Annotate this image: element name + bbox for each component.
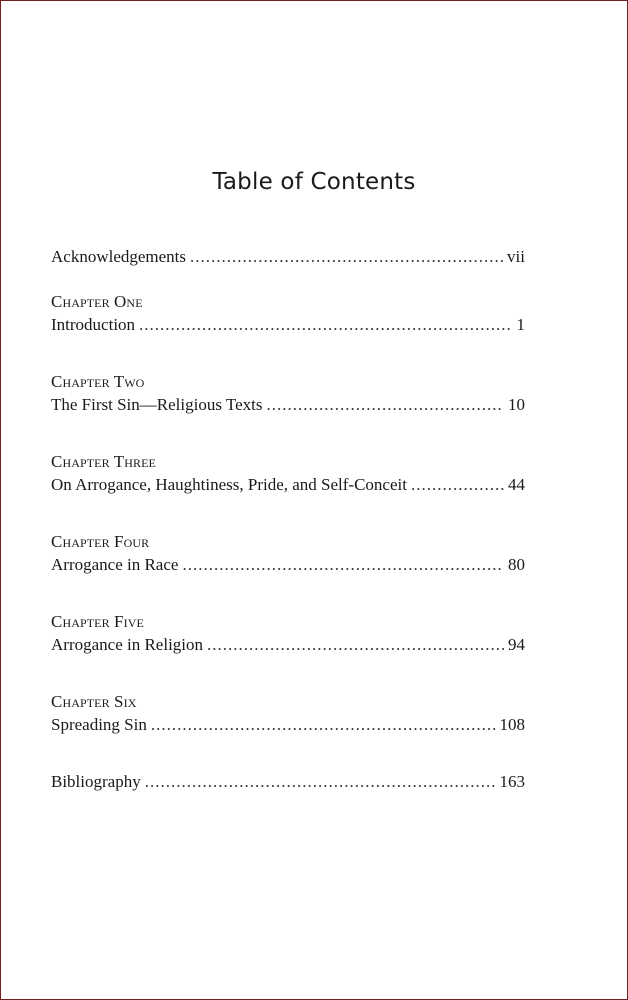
toc-entry-title: Acknowledgements <box>51 247 187 266</box>
toc-entry-line <box>51 553 525 576</box>
dot-leader <box>151 713 496 736</box>
toc-page-number: vii <box>507 247 525 266</box>
toc-entry-line <box>51 313 525 336</box>
toc-entry-title: Introduction <box>51 315 136 334</box>
chapter-label: Chapter Six <box>51 692 137 711</box>
toc-entry-chapter-one <box>51 290 525 336</box>
toc-entry-bibliography <box>51 770 525 793</box>
dot-leader <box>266 393 504 416</box>
toc-entry-title: The First Sin—Religious Texts <box>51 395 263 414</box>
chapter-label: Chapter Five <box>51 612 144 631</box>
toc-list <box>51 245 525 827</box>
toc-entry-chapter-five <box>51 610 525 656</box>
dot-leader <box>190 245 503 268</box>
dot-leader <box>207 633 504 656</box>
toc-page-number: 108 <box>499 715 525 734</box>
dot-leader <box>411 473 504 496</box>
toc-page-number: 1 <box>516 315 525 334</box>
toc-entry-title: Spreading Sin <box>51 715 147 734</box>
toc-entry-line <box>51 473 525 496</box>
toc-page-number: 94 <box>508 635 525 654</box>
chapter-label: Chapter One <box>51 292 143 311</box>
toc-entry-line <box>51 245 525 268</box>
toc-page-number: 44 <box>508 475 525 494</box>
toc-entry-chapter-four <box>51 530 525 576</box>
toc-entry-line <box>51 393 525 416</box>
toc-entry-title: On Arrogance, Haughtiness, Pride, and Self-Conceit <box>51 475 407 494</box>
toc-entry-title: Bibliography <box>51 772 141 791</box>
toc-entry-line <box>51 770 525 793</box>
dot-leader <box>139 313 512 336</box>
toc-entry-chapter-two <box>51 370 525 416</box>
toc-page-number: 10 <box>508 395 525 414</box>
toc-page-number: 80 <box>508 555 525 574</box>
dot-leader <box>145 770 496 793</box>
dot-leader <box>182 553 504 576</box>
chapter-label: Chapter Three <box>51 452 156 471</box>
toc-entry-title: Arrogance in Religion <box>51 635 204 654</box>
toc-entry-chapter-three <box>51 450 525 496</box>
toc-entry-chapter-six <box>51 690 525 736</box>
chapter-label: Chapter Four <box>51 532 150 551</box>
chapter-label: Chapter Two <box>51 372 145 391</box>
toc-entry-title: Arrogance in Race <box>51 555 179 574</box>
toc-entry-acknowledgements <box>51 245 525 268</box>
toc-page-number: 163 <box>499 772 525 791</box>
toc-entry-line <box>51 633 525 656</box>
page-title: Table of Contents <box>212 169 416 195</box>
toc-entry-line <box>51 713 525 736</box>
